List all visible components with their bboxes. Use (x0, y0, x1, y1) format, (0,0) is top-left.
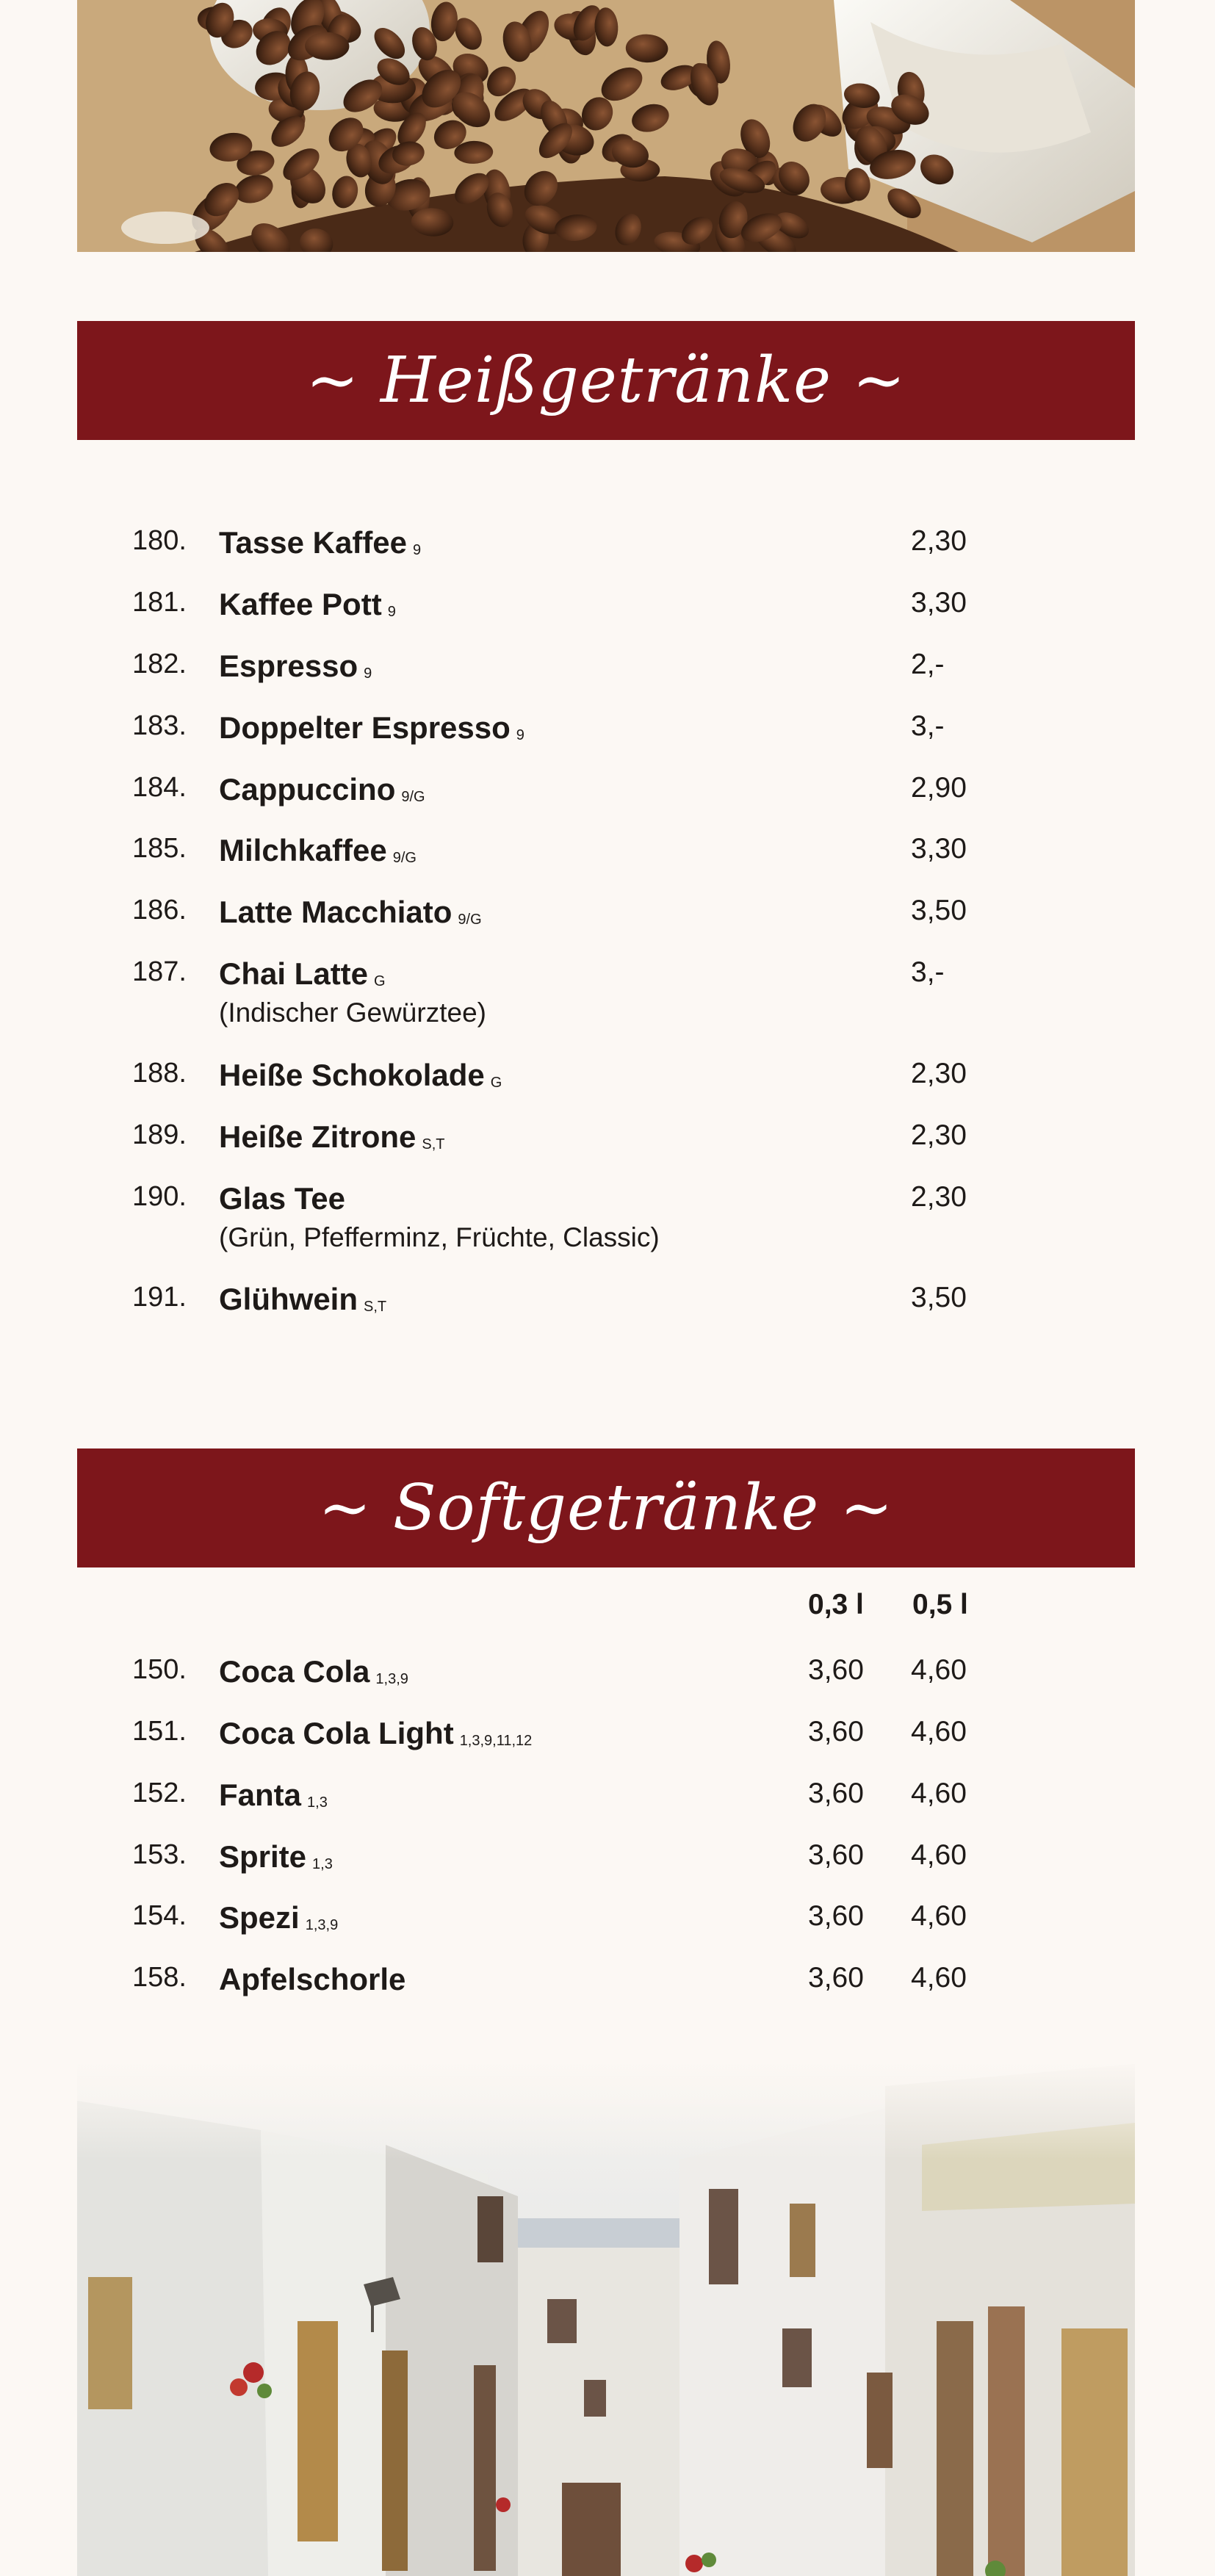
item-price: 3,- (911, 956, 945, 988)
item-name: Chai Latte G (219, 956, 386, 991)
item-price: 3,30 (911, 833, 967, 865)
item-name: Glas Tee (219, 1181, 345, 1216)
item-name: Heiße Zitrone S,T (219, 1119, 445, 1154)
item-number: 191. (132, 1282, 187, 1313)
allergen-code: S,T (364, 1299, 387, 1315)
item-name: Espresso 9 (219, 649, 372, 683)
item-price: 2,30 (911, 1181, 967, 1213)
allergen-code: 9 (387, 604, 396, 620)
price-large: 4,60 (911, 1839, 967, 1871)
soft-drinks-title: ~ Softgetränke ~ (318, 1471, 894, 1545)
allergen-code: 9/G (392, 850, 417, 866)
price-large: 4,60 (911, 1900, 967, 1932)
soft-drinks-banner (77, 1448, 1135, 1567)
item-number: 188. (132, 1058, 187, 1089)
allergen-code: 1,3,9 (375, 1671, 408, 1687)
price-small: 3,60 (808, 1839, 864, 1871)
item-number: 153. (132, 1839, 187, 1870)
item-number: 152. (132, 1778, 187, 1808)
item-name: Coca Cola Light 1,3,9,11,12 (219, 1716, 533, 1750)
item-price: 3,30 (911, 587, 967, 618)
coffee-beans-photo (77, 0, 1135, 252)
item-number: 183. (132, 710, 187, 741)
item-name: Doppelter Espresso 9 (219, 710, 524, 745)
allergen-code: 1,3,9 (305, 1917, 339, 1933)
item-number: 189. (132, 1119, 187, 1150)
item-price: 3,50 (911, 895, 967, 926)
item-name: Heiße Schokolade G (219, 1058, 502, 1092)
item-name: Kaffee Pott 9 (219, 587, 396, 621)
item-number: 151. (132, 1716, 187, 1747)
item-number: 182. (132, 649, 187, 679)
item-number: 190. (132, 1181, 187, 1212)
allergen-code: 1,3 (307, 1794, 328, 1811)
price-large: 4,60 (911, 1778, 967, 1809)
item-price: 2,90 (911, 772, 967, 804)
item-name: Glühwein S,T (219, 1282, 387, 1316)
item-name: Latte Macchiato 9/G (219, 895, 482, 929)
item-description: (Grün, Pfefferminz, Früchte, Classic) (219, 1222, 660, 1252)
item-price: 2,30 (911, 1058, 967, 1089)
item-name: Apfelschorle (219, 1962, 406, 1996)
size-header-small: 0,3 l (808, 1589, 864, 1620)
item-name: Coca Cola 1,3,9 (219, 1654, 408, 1689)
price-small: 3,60 (808, 1778, 864, 1809)
price-large: 4,60 (911, 1962, 967, 1994)
item-price: 3,50 (911, 1282, 967, 1313)
allergen-code: 9 (364, 665, 372, 682)
item-number: 186. (132, 895, 187, 926)
item-number: 185. (132, 833, 187, 864)
allergen-code: 9/G (458, 912, 482, 928)
hot-drinks-banner (77, 321, 1135, 440)
item-number: 158. (132, 1962, 187, 1993)
allergen-code: G (374, 973, 386, 989)
price-small: 3,60 (808, 1716, 864, 1747)
item-name: Fanta 1,3 (219, 1778, 328, 1812)
item-price: 3,- (911, 710, 945, 742)
item-name: Tasse Kaffee 9 (219, 525, 422, 560)
item-number: 154. (132, 1900, 187, 1931)
item-name: Sprite 1,3 (219, 1839, 333, 1874)
item-number: 181. (132, 587, 187, 618)
item-price: 2,- (911, 649, 945, 680)
allergen-code: 9/G (401, 789, 425, 805)
allergen-code: G (490, 1075, 502, 1091)
allergen-code: 9 (413, 542, 422, 558)
item-number: 187. (132, 956, 187, 987)
price-small: 3,60 (808, 1900, 864, 1932)
allergen-code: 1,3,9,11,12 (459, 1733, 533, 1749)
item-name: Spezi 1,3,9 (219, 1900, 339, 1935)
item-number: 180. (132, 525, 187, 556)
item-number: 150. (132, 1654, 187, 1685)
alley-watercolor-illustration (77, 2057, 1135, 2576)
allergen-code: S,T (422, 1136, 445, 1152)
allergen-code: 1,3 (312, 1856, 333, 1872)
item-description: (Indischer Gewürztee) (219, 997, 486, 1028)
price-small: 3,60 (808, 1962, 864, 1994)
size-header-large: 0,5 l (912, 1589, 968, 1620)
item-number: 184. (132, 772, 187, 803)
price-large: 4,60 (911, 1716, 967, 1747)
price-large: 4,60 (911, 1654, 967, 1686)
hot-drinks-title: ~ Heißgetränke ~ (306, 344, 906, 417)
item-price: 2,30 (911, 1119, 967, 1151)
price-small: 3,60 (808, 1654, 864, 1686)
item-name: Cappuccino 9/G (219, 772, 425, 807)
item-price: 2,30 (911, 525, 967, 557)
item-name: Milchkaffee 9/G (219, 833, 417, 867)
allergen-code: 9 (516, 727, 524, 743)
